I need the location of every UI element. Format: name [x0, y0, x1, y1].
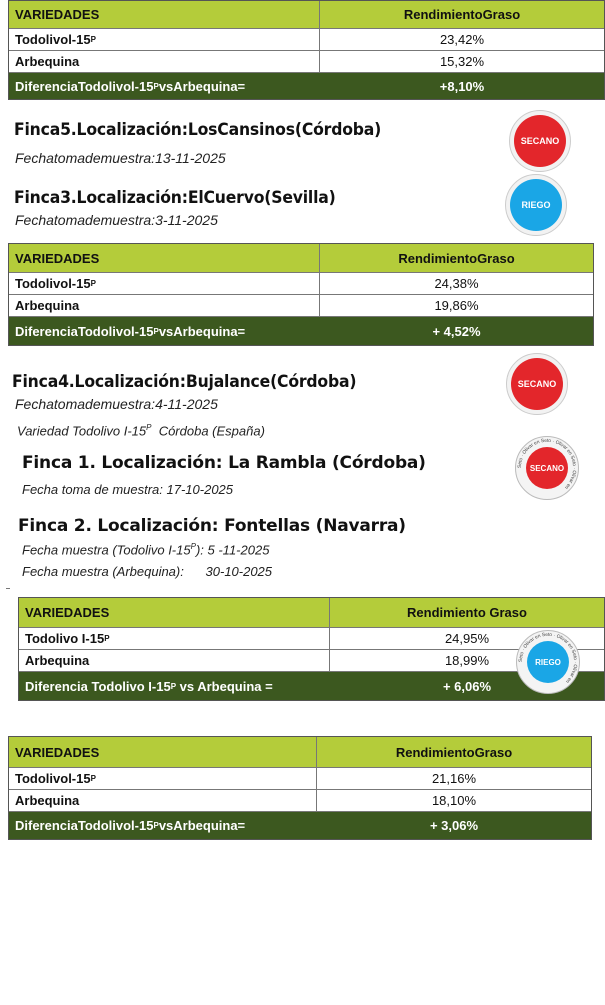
variety-value: 23,42%	[439, 32, 485, 47]
header-variedades: VARIEDADES	[9, 737, 317, 767]
finca1-date: Fecha toma de muestra: 17-10-2025	[22, 482, 234, 497]
header-rendimiento: RendimientoGraso	[403, 7, 521, 22]
header-rendimiento: RendimientoGraso	[395, 744, 513, 760]
difference-value: + 4,52%	[432, 323, 481, 339]
variety-superscript: P	[90, 774, 96, 783]
table-row	[9, 273, 593, 295]
difference-superscript: P	[153, 81, 159, 91]
table-row	[9, 768, 591, 790]
badge-label: SECANO	[514, 115, 566, 167]
table-row	[9, 790, 591, 812]
variety-superscript: P	[104, 634, 110, 643]
table-finca-bottom	[8, 736, 592, 840]
table-row	[9, 29, 604, 51]
variety-name: Arbequina	[15, 793, 80, 808]
variety-superscript: P	[90, 35, 96, 44]
variety-value: 19,86%	[434, 298, 479, 313]
table-row	[9, 295, 593, 317]
variety-value: 18,10%	[431, 793, 477, 808]
finca2-date-todolivo	[22, 542, 269, 557]
difference-value: + 6,06%	[442, 678, 492, 694]
difference-label: Diferencia Todolivo I-15	[25, 678, 171, 694]
stray-mark	[6, 588, 10, 589]
secano-badge	[506, 353, 568, 415]
riego-seto-badge	[516, 630, 580, 694]
table-difference-row	[9, 812, 591, 839]
badge-label: RIEGO	[527, 641, 569, 683]
finca3-title: Finca3.Localización:ElCuervo(Sevilla)	[14, 188, 336, 208]
finca4-variety-note	[17, 423, 265, 438]
riego-badge	[505, 174, 567, 236]
difference-value: +8,10%	[439, 78, 485, 94]
variety-value: 15,32%	[439, 54, 485, 69]
variety-note-location: Córdoba (España)	[151, 423, 265, 439]
table-finca-top	[8, 0, 605, 100]
finca4-date: Fechatomademuestra:4-11-2025	[15, 396, 218, 412]
difference-superscript: P	[170, 681, 177, 691]
header-variedades: VARIEDADES	[9, 244, 320, 272]
variety-name: Todolivol-15	[15, 32, 91, 47]
finca2-title: Finca 2. Localización: Fontellas (Navarra)	[18, 516, 406, 536]
variety-value: 21,16%	[431, 771, 477, 786]
table-row	[9, 51, 604, 73]
finca1-title: Finca 1. Localización: La Rambla (Córdoba)	[22, 453, 426, 473]
table-header-row	[9, 1, 604, 29]
badge-label: SECANO	[511, 358, 563, 410]
difference-superscript: P	[153, 821, 159, 830]
difference-label-suffix: vsArbequina=	[158, 818, 246, 833]
variety-name: Arbequina	[15, 298, 80, 313]
secano-badge	[509, 110, 571, 172]
variety-superscript: P	[90, 279, 96, 288]
date-todolivo-label: Fecha muestra (Todolivo I-15	[22, 542, 191, 558]
difference-label-suffix: vsArbequina=	[158, 323, 246, 339]
table-finca3	[8, 243, 594, 346]
difference-label-suffix: vsArbequina=	[158, 78, 246, 94]
difference-label: DiferenciaTodolivol-15	[15, 78, 154, 94]
variety-name: Todolivo I-15	[25, 631, 105, 646]
table-difference-row	[9, 73, 604, 99]
difference-label: DiferenciaTodolivol-15	[15, 323, 154, 339]
ring-text-path: Seto · Olivar en Seto · Olivar en Seto · Olivar en	[517, 438, 577, 490]
table-header-row	[9, 244, 593, 273]
header-rendimiento: RendimientoGraso	[398, 250, 515, 266]
variety-name: Todolivol-15	[15, 771, 91, 786]
table-header-row	[19, 598, 604, 628]
header-variedades: VARIEDADES	[19, 598, 330, 627]
variety-value: 24,95%	[444, 631, 490, 646]
finca3-date: Fechatomademuestra:3-11-2025	[15, 212, 218, 228]
variety-note-superscript: P	[146, 423, 152, 432]
variety-note-text: Variedad Todolivo I-15	[17, 423, 147, 439]
ring-text-path: Seto · Olivar en Seto · Olivar en Seto · Olivar en	[518, 632, 578, 684]
table-header-row	[9, 737, 591, 768]
difference-superscript: P	[153, 326, 159, 336]
difference-value: + 3,06%	[429, 818, 479, 833]
variety-value: 24,38%	[434, 276, 479, 291]
badge-label: RIEGO	[510, 179, 562, 231]
finca5-title: Finca5.Localización:LosCansinos(Córdoba)	[14, 120, 382, 140]
variety-value: 18,99%	[444, 653, 490, 668]
date-todolivo-superscript: P	[190, 542, 196, 551]
difference-label-suffix: vs Arbequina =	[176, 678, 273, 694]
difference-label: DiferenciaTodolivol-15	[15, 818, 154, 833]
finca5-date: Fechatomademuestra:13-11-2025	[15, 150, 226, 166]
date-todolivo-value: ): 5 -11-2025	[195, 542, 270, 558]
variety-name: Arbequina	[15, 54, 80, 69]
header-rendimiento: Rendimiento Graso	[407, 605, 527, 620]
badge-label: SECANO	[526, 447, 568, 489]
secano-seto-badge	[515, 436, 579, 500]
variety-name: Todolivol-15	[15, 276, 91, 291]
finca2-date-arbequina: Fecha muestra (Arbequina): 30-10-2025	[22, 564, 273, 579]
finca4-title: Finca4.Localización:Bujalance(Córdoba)	[12, 372, 357, 392]
table-difference-row	[9, 317, 593, 345]
header-variedades: VARIEDADES	[9, 1, 320, 28]
variety-name: Arbequina	[25, 653, 90, 668]
